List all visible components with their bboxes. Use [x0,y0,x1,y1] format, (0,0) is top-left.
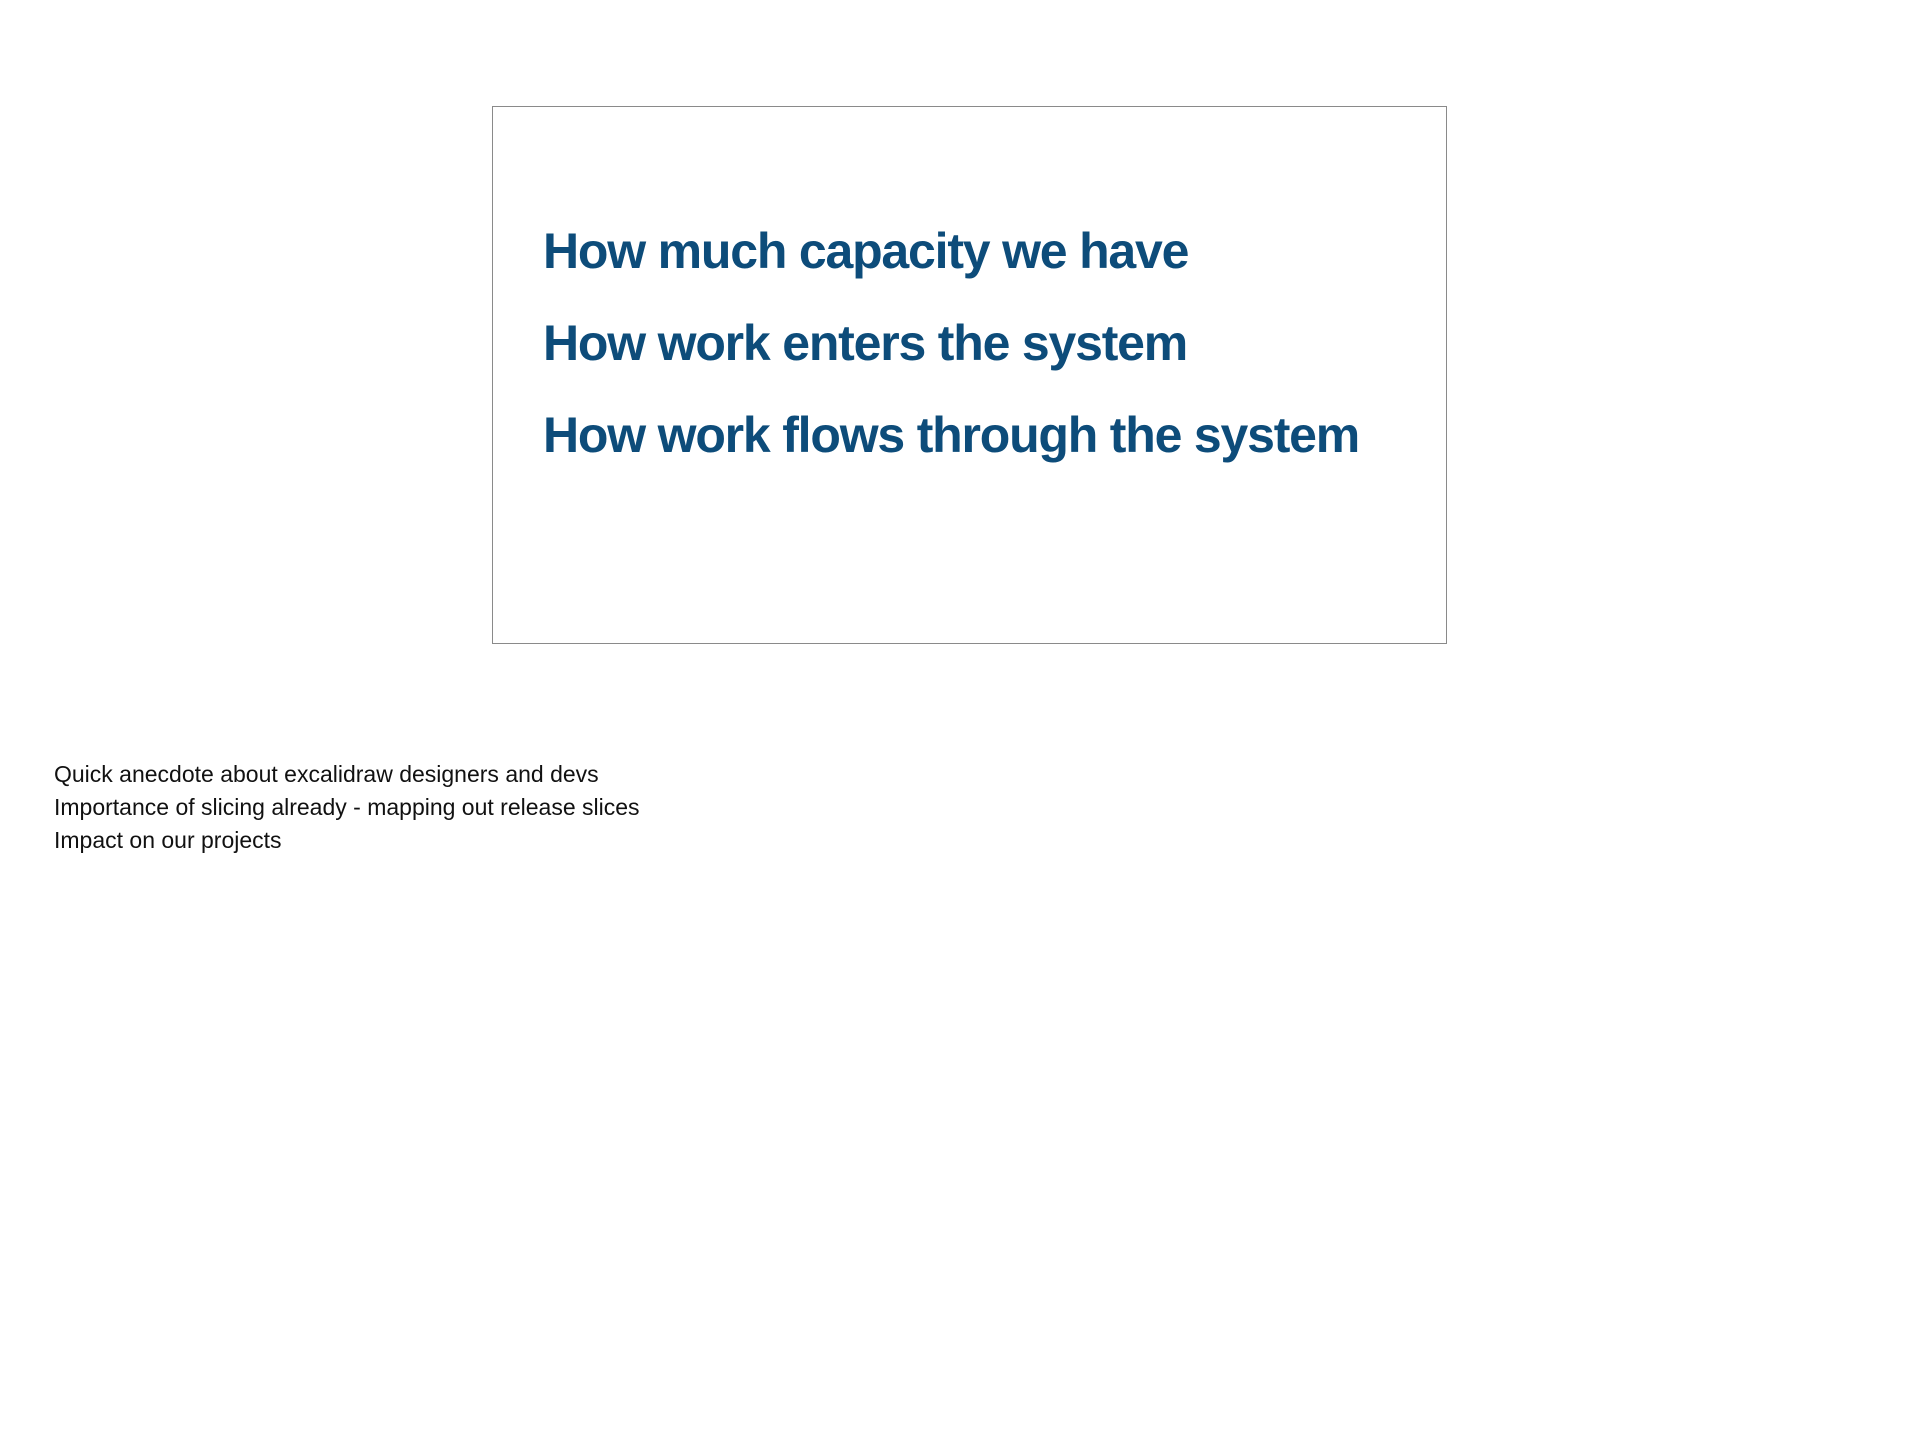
note-line: Impact on our projects [54,827,282,853]
slide-point-work-enters: How work enters the system [543,315,1188,371]
slide-point-work-flows: How work flows through the system [543,407,1360,463]
presenter-notes [54,758,640,857]
slide-thumbnail [492,106,1447,644]
slide-bullet-list [543,205,1359,481]
note-line: Quick anecdote about excalidraw designers and devs [54,761,599,787]
note-line: Importance of slicing already - mapping out release slices [54,794,640,820]
slide-point-capacity: How much capacity we have [543,223,1189,279]
